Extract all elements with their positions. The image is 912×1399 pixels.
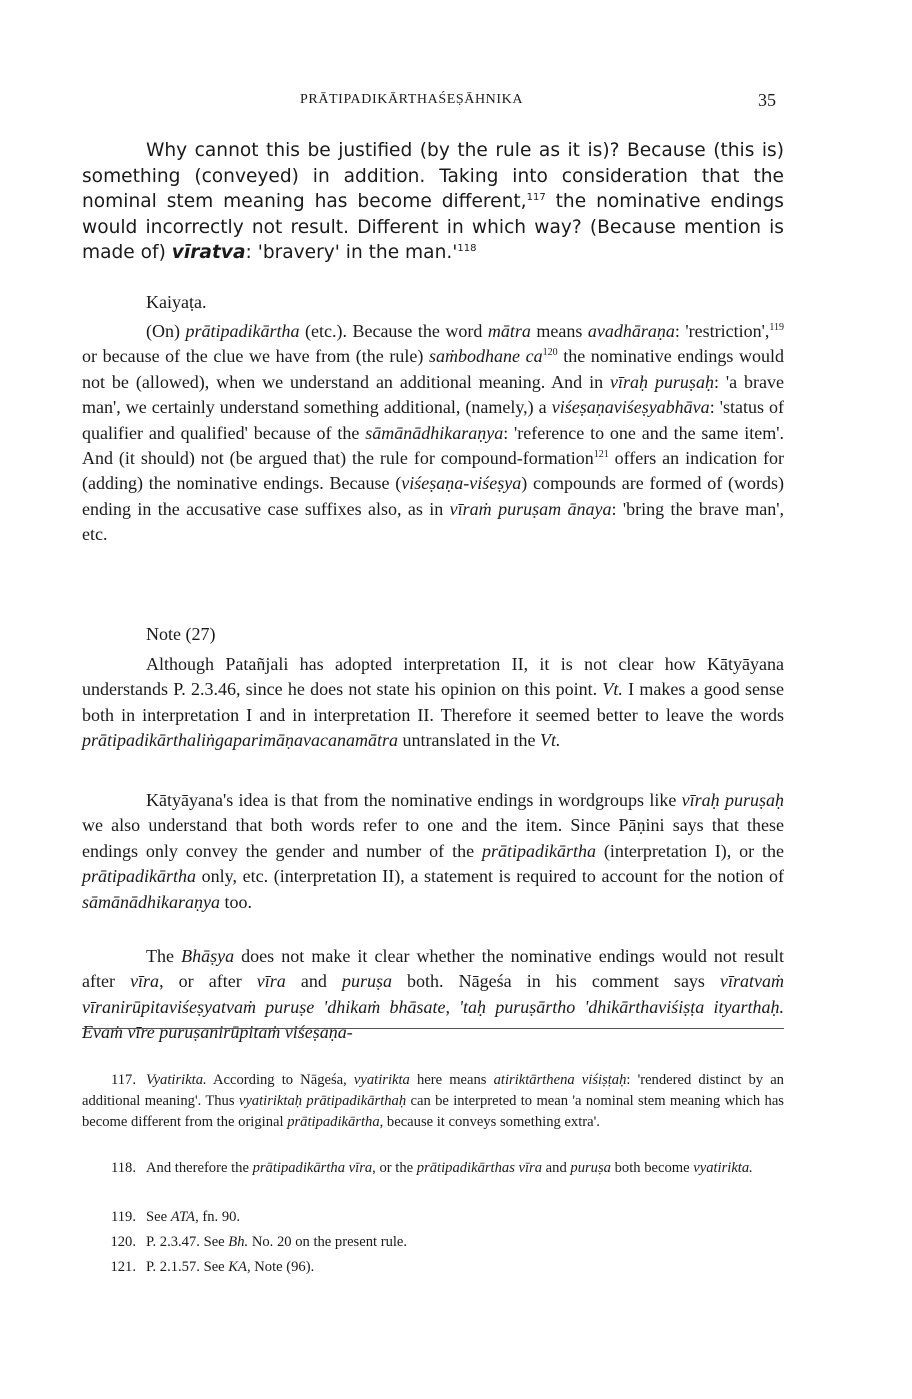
note-paragraph-3: The Bhāṣya does not make it clear whether the nominative endings would not result after vīra, or after vīra and puruṣa both. Nāgeśa in his comment says vīratvaṁ vīranirūpitaviśeṣyatvaṁ puruṣe 'dhikaṁ bhāsate, 'taḥ puruṣārtho 'dhikārthaviśiṣṭa ityarthaḥ. Evaṁ vīre puruṣanirūpitaṁ viśeṣaṇa-	[82, 946, 785, 1043]
page-number: 35	[758, 90, 776, 110]
footnote-120: 120. P. 2.3.47. See Bh. No. 20 on the present rule.	[110, 1234, 408, 1250]
footnote-117: 117. Vyatirikta. According to Nāgeśa, vyatirikta here means atiriktārthena viśiṣṭaḥ: 'rendered distinct by an additional meaning'. Thus vyatiriktaḥ prātipadikārthaḥ can be interpreted to mean 'a nominal stem meaning which has become different from the original prātipadikārtha, because it conveys something extra'.	[82, 1072, 784, 1130]
note-paragraph-1: Although Patañjali has adopted interpretation II, it is not clear how Kātyāyana understands P. 2.3.46, since he does not state his opinion on this point. Vt. I makes a good sense both in interpretation I and in interpretation II. Therefore it seemed better to leave the words prātipadikārthaliṅgaparimāṇavacanamātra untranslated in the Vt.	[82, 654, 784, 751]
footnote-ref-120[interactable]: 120	[542, 347, 558, 359]
section-heading-note: Note (27)	[146, 624, 216, 644]
page-header	[0, 92, 912, 114]
footnote-121: 121. P. 2.1.57. See KA, Note (96).	[110, 1259, 315, 1275]
running-head: PRĀTIPADIKĀRTHAŚEṢĀHNIKA	[300, 92, 524, 107]
note-paragraph-2: Kātyāyana's idea is that from the nominative endings in wordgroups like vīraḥ puruṣaḥ we also understand that both words refer to one and the item. Since Pāṇini says that these endings only convey the gender and number of the prātipadikārtha (interpretation I), or the prātipadikārtha only, etc. (interpretation II), a statement is required to account for the notion of sāmānādhikaraṇya too.	[82, 790, 784, 912]
footnote-divider	[82, 1028, 784, 1029]
footnote-ref-117[interactable]: 117	[526, 192, 546, 204]
footnote-ref-119[interactable]: 119	[769, 322, 785, 333]
footnote-ref-118[interactable]: 118	[457, 243, 477, 255]
intro-paragraph: Why cannot this be justified (by the rule as it is)? Because (this is) something (conveyed) in addition. Taking into consideration that the nominal stem meaning has become different,$^{117}$ the nominative endings would incorrectly not result. Different in which way? (Because mention is made of) vīratva: 'bravery' in the $man.'^{118}$	[82, 140, 784, 264]
footnote-ref-121[interactable]: 121	[593, 449, 609, 461]
section-heading-kaiyata: Kaiyaṭa.	[146, 292, 207, 312]
footnote-119: 119. See ATA, fn. 90.	[111, 1209, 241, 1225]
kaiyata-paragraph: (On) prātipadikārtha (etc.). Because the word mātra means avadhāraṇa: 'restriction',$^{119}$ or because of the clue we have from (the rule) saṁbodhane $ca^{120}$ the nominative endings would not be (allowed), when we understand an additional meaning. And in vīraḥ puruṣaḥ: 'a brave man', we certainly understand something additional, (namely,) a viśeṣaṇaviśeṣyabhāva: 'status of qualifier and qualified' because of the sāmānādhikaraṇya: 'reference to one and the same item'. And (it should) not (be argued that) the rule for compound-formation$^{121}$ offers an indication for (adding) the nominative endings. Because (viśeṣaṇa-viśeṣya) compounds are formed of (words) ending in the accusative case suffixes also, as in vīraṁ puruṣam ānaya: 'bring the brave man', etc.	[82, 321, 785, 545]
footnote-118: 118. And therefore the prātipadikārtha vīra, or the prātipadikārthas vīra and puruṣa both become vyatirikta.	[111, 1160, 753, 1176]
